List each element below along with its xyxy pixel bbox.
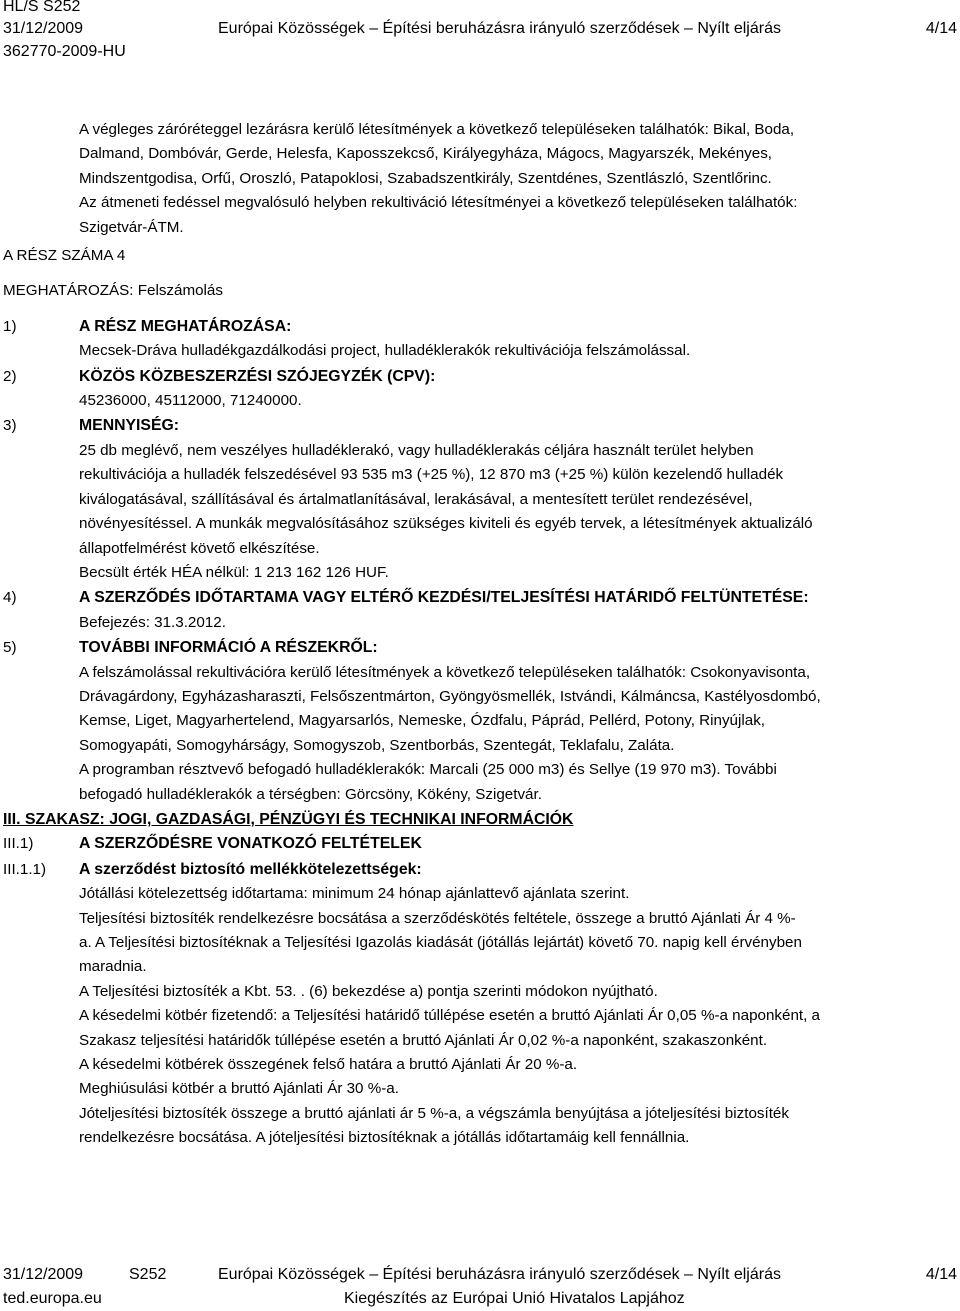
section-number: 4) — [3, 589, 17, 607]
section-heading: MENNYISÉG: — [79, 417, 180, 435]
intro-line: Dalmand, Dombóvár, Gerde, Helesfa, Kaposszekcső, Királyegyháza, Mágocs, Magyarszék, Mekényes, — [79, 145, 773, 163]
footer-site: ted.europa.eu — [3, 1290, 102, 1307]
subsection-text: A késedelmi kötbér fizetendő: a Teljesítési határidő túllépése esetén a bruttó Ajánlati Ár 0,05 %-a naponként, a — [79, 1007, 820, 1025]
header-page: 4/14 — [925, 20, 957, 37]
page-body — [3, 118, 957, 1151]
section-2 — [3, 365, 957, 414]
section-4 — [3, 586, 957, 635]
footer-series: S252 — [129, 1266, 167, 1283]
page-header — [3, 0, 957, 64]
section-heading: KÖZÖS KÖZBESZERZÉSI SZÓJEGYZÉK (CPV): — [79, 367, 436, 385]
subsection-heading: A SZERZŐDÉSRE VONATKOZÓ FELTÉTELEK — [79, 835, 422, 853]
section-3 — [3, 414, 957, 585]
intro-line: Az átmeneti fedéssel megvalósuló helyben rekultiváció létesítményei a következő településeken találhatók: — [79, 194, 798, 212]
section-text: befogadó hulladéklerakók a térségben: Görcsöny, Kökény, Szigetvár. — [79, 785, 542, 803]
subsection-text: Teljesítési biztosíték rendelkezésre bocsátása a szerződéskötés feltétele, összege a bruttó Ajánlati Ár 4 %- — [79, 909, 796, 927]
intro-line: A végleges záróréteggel lezárásra kerülő létesítmények a következő településeken találhatók: Bikal, Boda, — [79, 121, 795, 138]
header-doc-code: HL/S S252 — [3, 0, 81, 15]
intro-paragraph — [3, 118, 957, 240]
header-title: Európai Közösségek – Építési beruházásra irányuló szerződések – Nyílt eljárás — [218, 20, 781, 37]
section-text: Drávagárdony, Egyházasharaszti, Felsőszentmárton, Gyöngyösmellék, Istvándi, Kálmáncsa, Kastélyosdombó, — [79, 687, 821, 705]
section-1 — [3, 315, 957, 364]
section-text: A felszámolással rekultivációra kerülő létesítmények a következő településeken találhatók: Csokonyavisonta, — [79, 663, 811, 681]
section-text: Mecsek-Dráva hulladékgazdálkodási project, hulladéklerakók rekultivációja felszámolással. — [79, 342, 691, 360]
subsection-text: Meghiúsulási kötbér a bruttó Ajánlati Ár 30 %-a. — [79, 1080, 399, 1098]
section-5 — [3, 636, 957, 807]
subsection-text: rendelkezésre bocsátása. A jóteljesítési biztosítéknak a jótállás időtartamáig kell fennállnia. — [79, 1129, 690, 1147]
section-text: állapotfelmérést követő elkészítése. — [79, 539, 320, 557]
section-text: 25 db meglévő, nem veszélyes hulladéklerakó, vagy hulladéklerakás céljára használt terület helyben — [79, 441, 754, 459]
section-number: 5) — [3, 639, 17, 657]
section-iii-1 — [3, 832, 957, 856]
subsection-text: A Teljesítési biztosíték a Kbt. 53. . (6) bekezdése a) pontja szerinti módokon nyújtható. — [79, 982, 658, 1000]
section-text: A programban résztvevő befogadó hulladéklerakók: Marcali (25 000 m3) és Sellye (19 970 m3). További — [79, 761, 777, 779]
header-date: 31/12/2009 — [3, 20, 84, 37]
section-number: 1) — [3, 317, 17, 335]
footer-publisher: Kiegészítés az Európai Unió Hivatalos Lapjához — [344, 1290, 685, 1307]
section-text: kiválogatásával, szállításával és ártalmatlanításával, lerakásával, a mentesített terület rendezésével, — [79, 490, 753, 508]
intro-line: Szigetvár-ÁTM. — [79, 218, 184, 236]
part-number-label: A RÉSZ SZÁMA 4 — [3, 247, 126, 265]
subsection-heading: A szerződést biztosító mellékkötelezettségek: — [79, 860, 422, 878]
section-heading: TOVÁBBI INFORMÁCIÓ A RÉSZEKRŐL: — [79, 639, 378, 657]
subsection-text: Jótállási kötelezettség időtartama: minimum 24 hónap ajánlattevő ajánlata szerint. — [79, 885, 630, 903]
section-number: 3) — [3, 417, 17, 435]
section-text: Kemse, Liget, Magyarhertelend, Magyarsarlós, Nemeske, Ózdfalu, Páprád, Pellérd, Potony, Rinyújlak, — [79, 712, 766, 730]
footer-title: Európai Közösségek – Építési beruházásra irányuló szerződések – Nyílt eljárás — [218, 1266, 781, 1283]
intro-line: Mindszentgodisa, Orfű, Oroszló, Patapoklosi, Szabadszentkirály, Szentdénes, Szentlászló, Szentlőrinc. — [79, 169, 772, 187]
subsection-number: III.1) — [3, 835, 34, 853]
subsection-number: III.1.1) — [3, 860, 47, 878]
header-notice-id: 362770-2009-HU — [3, 43, 126, 60]
section-number: 2) — [3, 367, 17, 385]
estimated-value: Becsült érték HÉA nélkül: 1 213 162 126 HUF. — [79, 563, 389, 581]
subsection-text: Szakasz teljesítési határidők túllépése esetén a bruttó Ajánlati Ár 0,02 %-a naponként, szakaszonként. — [79, 1031, 768, 1049]
subsection-text: maradnia. — [79, 958, 147, 976]
section-text: rekultivációja a hulladék felszedésével 93 535 m3 (+25 %), 12 870 m3 (+25 %) külön kezelendő hulladék — [79, 466, 784, 484]
section-iii-1-1 — [3, 858, 957, 1151]
footer-date: 31/12/2009 — [3, 1266, 84, 1283]
subsection-text: a. A Teljesítési biztosítéknak a Teljesítési Igazolás kiadását (jótállás lejártát) követő 70. napig kell érvényben — [79, 934, 802, 951]
section-text: 45236000, 45112000, 71240000. — [79, 392, 302, 410]
section-text: növényesítéssel. A munkák megvalósításához szükséges kiviteli és egyéb tervek, a létesítmények aktualizáló — [79, 515, 813, 533]
section-heading: A SZERZŐDÉS IDŐTARTAMA VAGY ELTÉRŐ KEZDÉSI/TELJESÍTÉSI HATÁRIDŐ FELTÜNTETÉSE: — [79, 589, 809, 607]
section-text: Befejezés: 31.3.2012. — [79, 613, 226, 631]
subsection-text: A késedelmi kötbérek összegének felső határa a bruttó Ajánlati Ár 20 %-a. — [79, 1056, 578, 1074]
section-text: Somogyapáti, Somogyhárságy, Somogyszob, Szentborbás, Szentegát, Teklafalu, Zaláta. — [79, 736, 675, 754]
section-heading: A RÉSZ MEGHATÁROZÁSA: — [79, 317, 292, 335]
part-definition: MEGHATÁROZÁS: Felszámolás — [3, 282, 223, 300]
section-iii-heading: III. SZAKASZ: JOGI, GAZDASÁGI, PÉNZÜGYI ÉS TECHNIKAI INFORMÁCIÓK — [3, 810, 574, 828]
subsection-text: Jóteljesítési biztosíték összege a bruttó ajánlati ár 5 %-a, a végszámla benyújtása a jóteljesítési biztosíték — [79, 1104, 789, 1122]
footer-page: 4/14 — [925, 1266, 957, 1283]
